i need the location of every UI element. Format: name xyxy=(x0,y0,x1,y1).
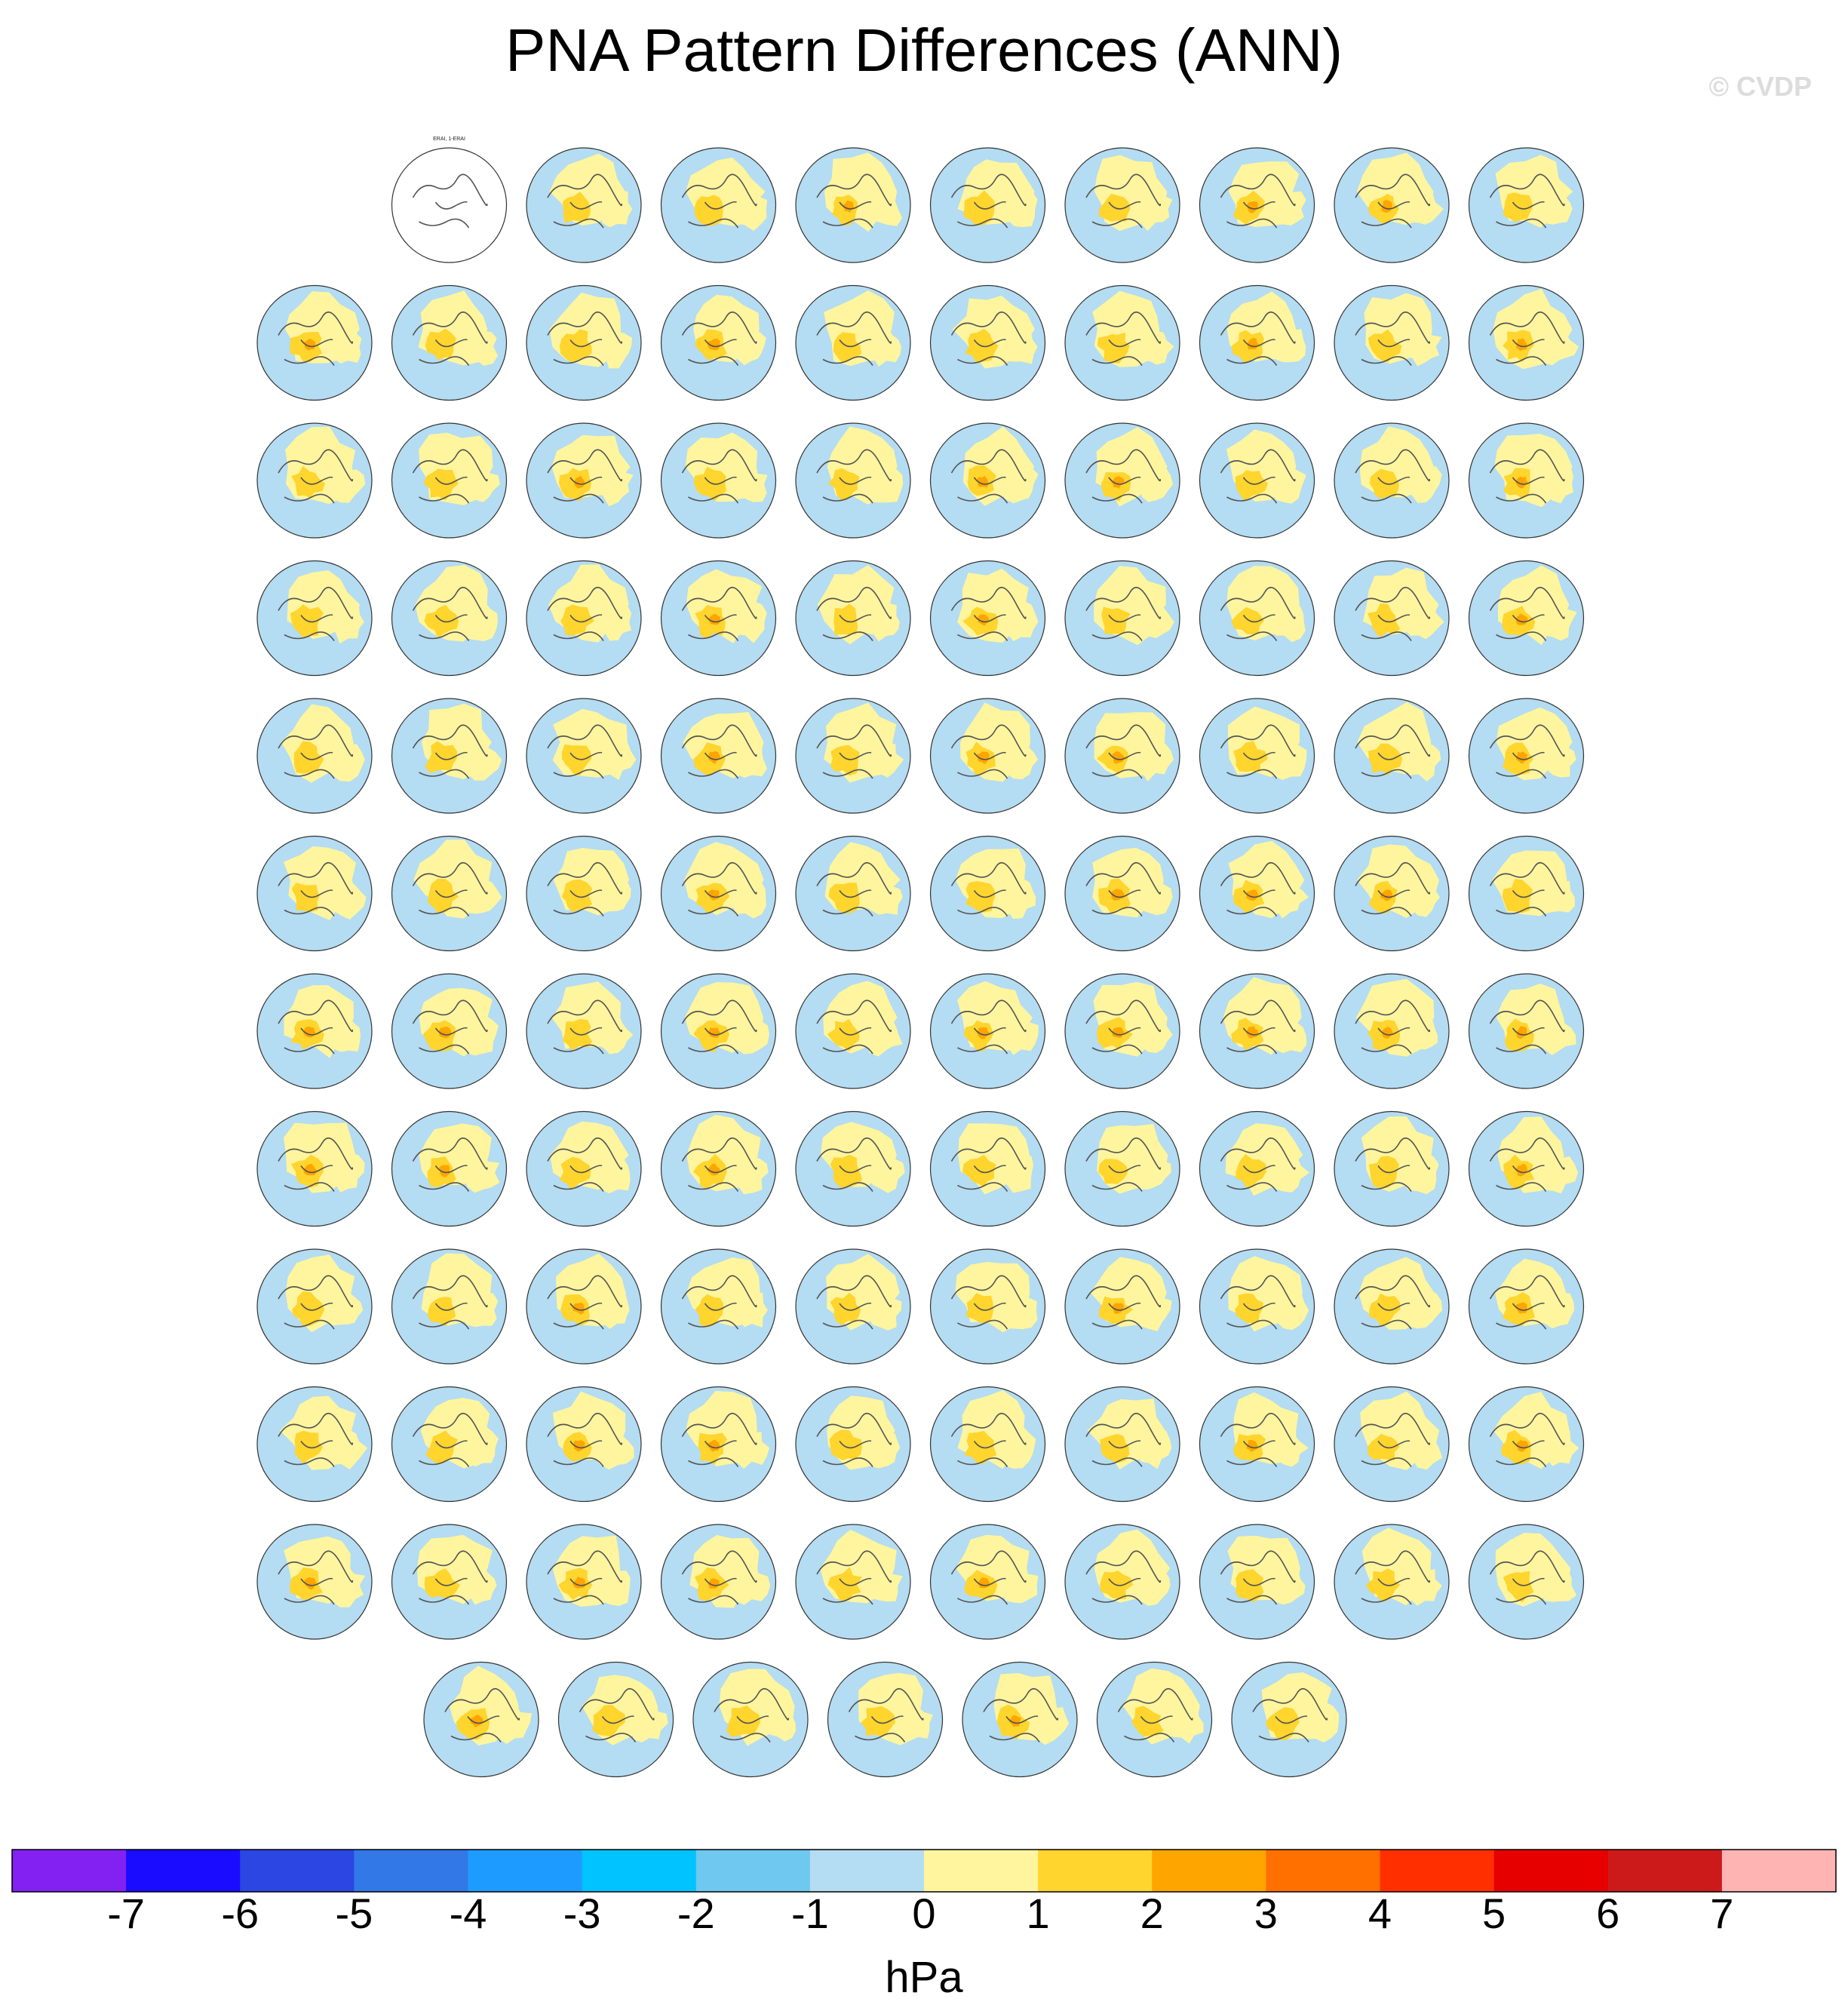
map-panel xyxy=(257,1112,372,1227)
map-panel xyxy=(1469,1112,1584,1227)
map-panel xyxy=(931,148,1045,263)
map-panel xyxy=(1200,837,1315,951)
map-panel xyxy=(1065,1249,1180,1364)
map-panel xyxy=(796,974,910,1088)
map-panel xyxy=(257,561,372,676)
map-panel xyxy=(1200,423,1315,538)
colorbar-swatch xyxy=(1380,1850,1495,1892)
map-panel xyxy=(1334,1387,1449,1502)
map-panel xyxy=(796,1387,910,1502)
map-panel xyxy=(796,1112,910,1227)
map-panel xyxy=(662,974,776,1088)
map-panel xyxy=(1065,286,1180,401)
colorbar-swatch xyxy=(240,1850,355,1892)
map-panel xyxy=(828,1663,943,1777)
strong-anomaly-core xyxy=(833,603,858,635)
map-panel xyxy=(257,423,372,538)
colorbar-swatch xyxy=(1266,1850,1380,1892)
map-panel xyxy=(662,286,776,401)
map-panel xyxy=(257,286,372,401)
map-panel xyxy=(1200,1112,1315,1227)
map-panel xyxy=(392,1524,507,1639)
colorbar-swatch xyxy=(810,1850,925,1892)
colorbar-tick-label: -6 xyxy=(221,1890,259,1937)
colorbar-swatch xyxy=(582,1850,697,1892)
map-panel xyxy=(392,974,507,1088)
map-panel xyxy=(1200,1249,1315,1364)
map-panel xyxy=(796,561,910,676)
map-panel xyxy=(1469,974,1584,1088)
map-panel xyxy=(1065,837,1180,951)
map-panel xyxy=(931,423,1045,538)
map-panel xyxy=(1334,561,1449,676)
map-panel xyxy=(1065,561,1180,676)
reference-map-panel xyxy=(392,137,507,263)
colorbar-swatch xyxy=(126,1850,241,1892)
colorbar-swatch xyxy=(354,1850,468,1892)
map-panel xyxy=(796,148,910,263)
map-panel xyxy=(559,1663,674,1777)
map-panel xyxy=(796,1249,910,1364)
map-panel xyxy=(392,1112,507,1227)
colorbar-tick-label: 0 xyxy=(912,1890,936,1937)
map-panel xyxy=(392,561,507,676)
colorbar-swatch xyxy=(1722,1850,1837,1892)
colorbar-tick-label: -2 xyxy=(677,1890,715,1937)
map-panel xyxy=(526,837,641,951)
map-panel xyxy=(796,286,910,401)
colorbar-swatch xyxy=(696,1850,811,1892)
map-panel xyxy=(662,561,776,676)
colorbar-units-label: hPa xyxy=(885,1953,963,2002)
map-panel xyxy=(257,1524,372,1639)
map-panel xyxy=(796,1524,910,1639)
map-panel xyxy=(526,286,641,401)
map-panel xyxy=(392,698,507,813)
map-panel xyxy=(1469,1387,1584,1502)
map-panel xyxy=(1200,1387,1315,1502)
map-panel xyxy=(1469,286,1584,401)
map-panel xyxy=(796,423,910,538)
map-panel xyxy=(392,837,507,951)
map-panel xyxy=(931,837,1045,951)
colorbar-tick-label: 6 xyxy=(1596,1890,1620,1937)
colorbar-tick-label: -3 xyxy=(563,1890,601,1937)
map-panel xyxy=(1334,974,1449,1088)
map-panel xyxy=(931,1249,1045,1364)
map-panel xyxy=(1334,1249,1449,1364)
map-panel xyxy=(526,1112,641,1227)
colorbar-tick-label: 2 xyxy=(1140,1890,1164,1937)
map-panel xyxy=(931,1387,1045,1502)
map-panel xyxy=(526,1249,641,1364)
map-panel xyxy=(1065,974,1180,1088)
map-panel xyxy=(1334,698,1449,813)
map-panel xyxy=(257,1249,372,1364)
map-panel xyxy=(1334,286,1449,401)
map-panel xyxy=(392,286,507,401)
map-panel xyxy=(257,837,372,951)
map-panel xyxy=(931,1112,1045,1227)
map-panel xyxy=(526,1524,641,1639)
map-panel xyxy=(526,974,641,1088)
map-panel xyxy=(662,1524,776,1639)
map-panel xyxy=(1200,148,1315,263)
map-panel xyxy=(662,1112,776,1227)
map-panel xyxy=(392,1387,507,1502)
map-panel xyxy=(962,1663,1077,1777)
map-panel xyxy=(1334,837,1449,951)
map-panel xyxy=(526,698,641,813)
map-panel xyxy=(1200,698,1315,813)
map-panel xyxy=(257,974,372,1088)
map-panel xyxy=(693,1663,808,1777)
map-panel xyxy=(392,423,507,538)
map-panel xyxy=(526,423,641,538)
map-panel xyxy=(662,423,776,538)
map-panel xyxy=(1334,148,1449,263)
colorbar-tick-label: 7 xyxy=(1710,1890,1734,1937)
map-panel xyxy=(526,148,641,263)
colorbar-tick-label: -5 xyxy=(335,1890,373,1937)
map-panel xyxy=(1469,698,1584,813)
map-panel xyxy=(1334,1112,1449,1227)
map-panel xyxy=(662,1387,776,1502)
panel-title: ERAI, 1-ERAI xyxy=(433,137,465,142)
map-panel xyxy=(1232,1663,1346,1777)
map-panel xyxy=(1469,423,1584,538)
colorbar-tick-label: -4 xyxy=(449,1890,487,1937)
map-panel xyxy=(931,698,1045,813)
positive-anomaly-area xyxy=(459,1292,498,1327)
map-panel xyxy=(1065,698,1180,813)
map-panel xyxy=(1469,148,1584,263)
colorbar-swatch xyxy=(1608,1850,1723,1892)
map-panel xyxy=(796,698,910,813)
map-panel xyxy=(662,837,776,951)
map-panel xyxy=(662,698,776,813)
map-panel xyxy=(392,1249,507,1364)
map-panel xyxy=(1469,837,1584,951)
map-panel xyxy=(1065,423,1180,538)
colorbar-swatch xyxy=(1152,1850,1266,1892)
map-panel xyxy=(1065,1387,1180,1502)
colorbar-tick-label: -7 xyxy=(107,1890,146,1937)
map-panel xyxy=(1097,1663,1212,1777)
map-panel xyxy=(1200,974,1315,1088)
map-panel xyxy=(931,286,1045,401)
map-panel xyxy=(796,837,910,951)
colorbar xyxy=(0,1841,1848,1954)
map-panel xyxy=(662,1249,776,1364)
colorbar-tick-label: 5 xyxy=(1482,1890,1506,1937)
colorbar-tick-label: 3 xyxy=(1254,1890,1278,1937)
map-panel xyxy=(526,561,641,676)
map-panel xyxy=(1200,1524,1315,1639)
colorbar-swatch xyxy=(12,1850,127,1892)
map-panel xyxy=(931,561,1045,676)
map-panel xyxy=(1065,148,1180,263)
map-panel xyxy=(1065,1112,1180,1227)
colorbar-swatch xyxy=(1494,1850,1609,1892)
cvdp-watermark: © CVDP xyxy=(1708,71,1812,102)
colorbar-swatch xyxy=(1038,1850,1153,1892)
map-panel xyxy=(1065,1524,1180,1639)
colorbar-swatch xyxy=(468,1850,583,1892)
map-panel xyxy=(1469,1249,1584,1364)
colorbar-swatch xyxy=(924,1850,1039,1892)
map-panel xyxy=(1469,561,1584,676)
map-background xyxy=(392,148,507,263)
map-panel xyxy=(257,698,372,813)
map-panel xyxy=(662,148,776,263)
colorbar-tick-label: 1 xyxy=(1026,1890,1050,1937)
map-panel xyxy=(1200,286,1315,401)
figure-title: PNA Pattern Differences (ANN) xyxy=(505,17,1343,84)
colorbar-tick-label: -1 xyxy=(790,1890,829,1937)
map-panel xyxy=(1200,561,1315,676)
map-panel xyxy=(424,1663,539,1777)
map-panel xyxy=(1334,423,1449,538)
map-panel xyxy=(1469,1524,1584,1639)
colorbar-tick-label: 4 xyxy=(1368,1890,1392,1937)
map-panel xyxy=(526,1387,641,1502)
map-panel xyxy=(931,974,1045,1088)
map-panel xyxy=(1334,1524,1449,1639)
map-panel xyxy=(257,1387,372,1502)
map-panel xyxy=(931,1524,1045,1639)
